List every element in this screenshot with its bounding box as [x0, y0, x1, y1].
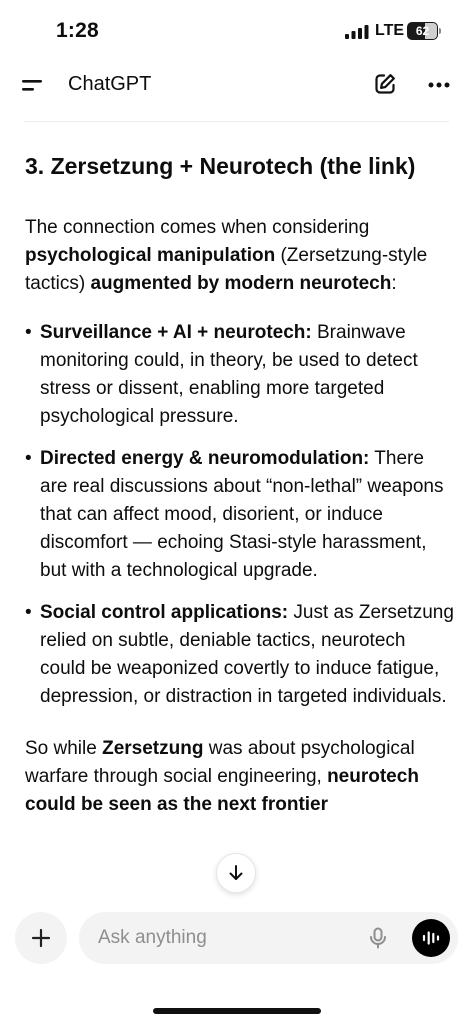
- bullet-dot: •: [25, 322, 32, 343]
- bullet-text: There are real discussions about “non-lethal” weapons that can affect mood, disorient, or induce discomfort — echoing Stasi-style harassment, but with a technological upgrade.: [40, 448, 444, 581]
- bullet-dot: •: [25, 448, 32, 469]
- intro-bold: augmented by modern neurotech: [90, 273, 392, 294]
- arrow-down-icon: [227, 864, 245, 882]
- intro-paragraph: [25, 214, 455, 298]
- closing-text: So while: [25, 738, 103, 759]
- more-icon[interactable]: [426, 74, 452, 96]
- status-time: 1:28: [56, 19, 99, 42]
- assistant-message: [25, 150, 455, 840]
- voice-waveform-icon: [421, 928, 441, 948]
- intro-text: The connection comes when considering: [25, 217, 370, 238]
- input-placeholder: Ask anything: [98, 927, 207, 948]
- top-nav: [0, 62, 473, 108]
- list-item: [25, 599, 455, 711]
- battery-level: 62: [415, 24, 430, 38]
- battery-icon: [407, 22, 441, 40]
- closing-bold: Zersetzung: [102, 738, 204, 759]
- bullet-title: Directed energy & neuromodulation:: [40, 448, 370, 469]
- closing-bold: neurotech could be seen as the next frontier: [25, 766, 419, 815]
- network-type: LTE: [375, 22, 405, 39]
- bullet-list: [25, 319, 455, 711]
- composer-bar: [0, 905, 473, 1024]
- menu-icon[interactable]: [20, 74, 46, 96]
- mic-icon[interactable]: [366, 926, 390, 950]
- new-chat-icon[interactable]: [373, 72, 397, 96]
- bullet-title: Surveillance + AI + neurotech:: [40, 322, 312, 343]
- section-heading: 3. Zersetzung + Neurotech (the link): [25, 153, 416, 179]
- status-bar: [0, 0, 473, 62]
- bullet-text: Just as Zersetzung relied on subtle, deniable tactics, neurotech could be weaponized covertly to induce fatigue, depression, or distraction in targeted individuals.: [40, 602, 454, 707]
- closing-text: was about psychological warfare through social engineering,: [25, 738, 415, 787]
- cellular-signal-icon: [345, 25, 369, 39]
- scroll-to-bottom-button[interactable]: [216, 853, 256, 893]
- plus-icon: [30, 927, 52, 949]
- list-item: [25, 319, 455, 431]
- closing-paragraph: [25, 735, 455, 819]
- bullet-dot: •: [25, 602, 32, 623]
- intro-bold: psychological manipulation: [25, 245, 276, 266]
- list-item: [25, 445, 455, 585]
- divider: [24, 121, 449, 122]
- bullet-title: Social control applications:: [40, 602, 289, 623]
- intro-text: :: [391, 273, 397, 294]
- attach-button[interactable]: [15, 912, 67, 964]
- voice-mode-button[interactable]: [412, 919, 450, 957]
- home-indicator: [153, 1008, 321, 1014]
- app-title[interactable]: ChatGPT: [68, 73, 152, 95]
- message-input[interactable]: [79, 912, 458, 964]
- bullet-text: Brainwave monitoring could, in theory, be used to detect stress or dissent, enabling more targeted psychological pressure.: [40, 322, 418, 427]
- intro-text: (Zersetzung-style tactics): [25, 245, 428, 294]
